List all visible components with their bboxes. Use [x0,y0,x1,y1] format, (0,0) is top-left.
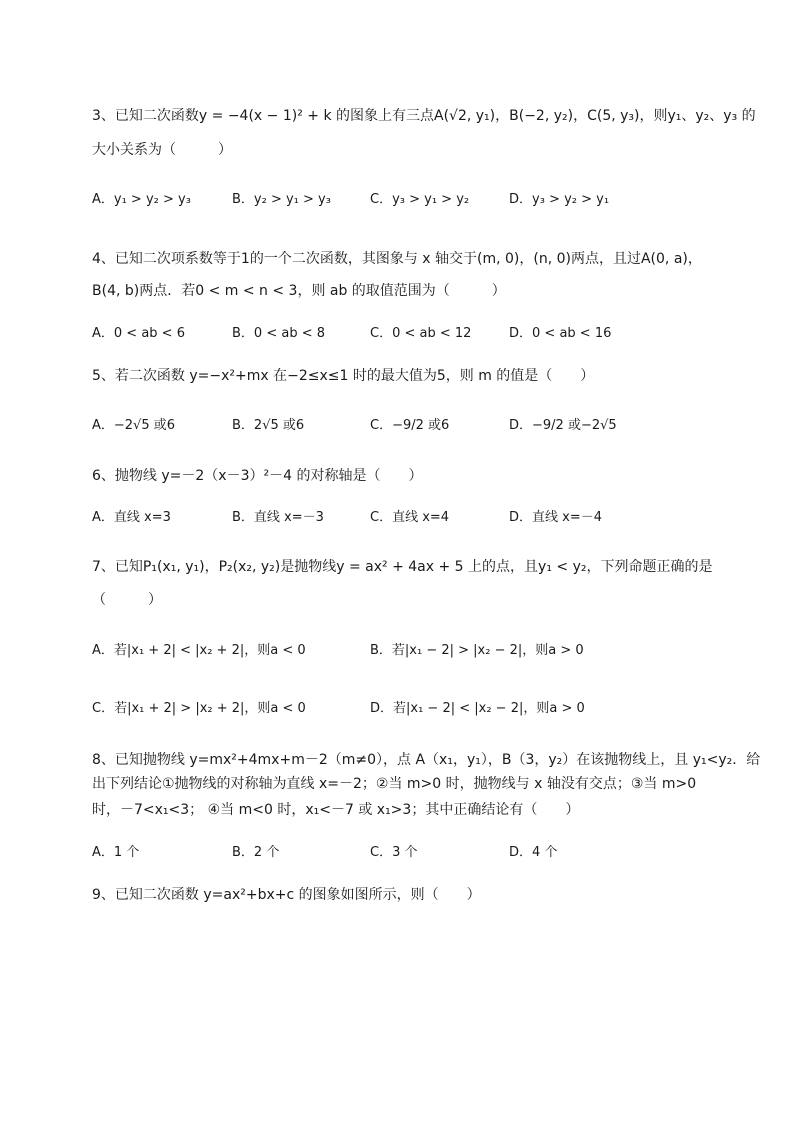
q3-option-a[interactable]: A．y₁ > y₂ > y₃ [92,192,191,207]
q7-option-d[interactable]: D．若|x₁ − 2| < |x₂ − 2|，则a > 0 [370,701,585,716]
q8-option-d[interactable]: D．4 个 [509,845,558,860]
question-8-line-2: 出下列结论①抛物线的对称轴为直线 x=－2；②当 m>0 时，抛物线与 x 轴没有交点；③当 m>0 [92,776,697,792]
q8-option-b[interactable]: B．2 个 [232,845,280,860]
q5-option-a[interactable]: A．−2√5 或6 [92,418,176,433]
q7-option-b[interactable]: B．若|x₁ − 2| > |x₂ − 2|，则a > 0 [370,643,584,658]
q4-option-d[interactable]: D．0 < ab < 16 [509,326,612,341]
q6-option-d[interactable]: D．直线 x=－4 [509,510,602,525]
q5-option-c[interactable]: C．−9/2 或6 [370,418,450,433]
q7-option-a[interactable]: A．若|x₁ + 2| < |x₂ + 2|，则a < 0 [92,643,306,658]
q4-option-b[interactable]: B．0 < ab < 8 [232,326,325,341]
q4-option-a[interactable]: A．0 < ab < 6 [92,326,185,341]
question-3-line-1: 3、已知二次函数y = −4(x − 1)² + k 的图象上有三点A(√2, y₁)，B(−2, y₂)，C(5, y₃)，则y₁、y₂、y₃ 的 [92,108,756,124]
q7-option-c[interactable]: C．若|x₁ + 2| > |x₂ + 2|，则a < 0 [92,701,306,716]
q5-option-d[interactable]: D．−9/2 或−2√5 [509,418,617,433]
q3-option-c[interactable]: C．y₃ > y₁ > y₂ [370,192,470,207]
q3-option-b[interactable]: B．y₂ > y₁ > y₃ [232,192,331,207]
question-7-line-2: （ ） [92,592,162,608]
question-8-line-1: 8、已知抛物线 y=mx²+4mx+m－2（m≠0），点 A（x₁，y₁），B（3，y₂）在该抛物线上，且 y₁<y₂．给 [92,752,761,768]
q6-option-b[interactable]: B．直线 x=－3 [232,510,324,525]
question-6-line-1: 6、抛物线 y=－2（x－3）²－4 的对称轴是（ ） [92,468,423,484]
q6-option-a[interactable]: A．直线 x=3 [92,510,171,525]
question-3-line-2: 大小关系为（ ） [92,142,232,158]
question-8-line-3: 时，－7<x₁<3； ④当 m<0 时，x₁<－7 或 x₁>3；其中正确结论有（ ） [92,802,580,818]
q3-option-d[interactable]: D．y₃ > y₂ > y₁ [509,192,610,207]
q5-option-b[interactable]: B．2√5 或6 [232,418,305,433]
question-4-line-1: 4、已知二次项系数等于1的一个二次函数，其图象与 x 轴交于(m, 0)，(n, 0)两点，且过A(0, a)， [92,251,702,267]
question-9-line-1: 9、已知二次函数 y=ax²+bx+c 的图象如图所示，则（ ） [92,887,481,903]
question-7-line-1: 7、已知P₁(x₁, y₁)，P₂(x₂, y₂)是抛物线y = ax² + 4ax + 5 上的点，且y₁ < y₂，下列命题正确的是 [92,559,713,575]
q6-option-c[interactable]: C．直线 x=4 [370,510,450,525]
q8-option-c[interactable]: C．3 个 [370,845,418,860]
q4-option-c[interactable]: C．0 < ab < 12 [370,326,472,341]
question-5-line-1: 5、若二次函数 y=−x²+mx 在−2≤x≤1 时的最大值为5，则 m 的值是（ ） [92,368,595,384]
question-4-line-2: B(4, b)两点．若0 < m < n < 3，则 ab 的取值范围为（ ） [92,283,506,299]
q8-option-a[interactable]: A．1 个 [92,845,140,860]
